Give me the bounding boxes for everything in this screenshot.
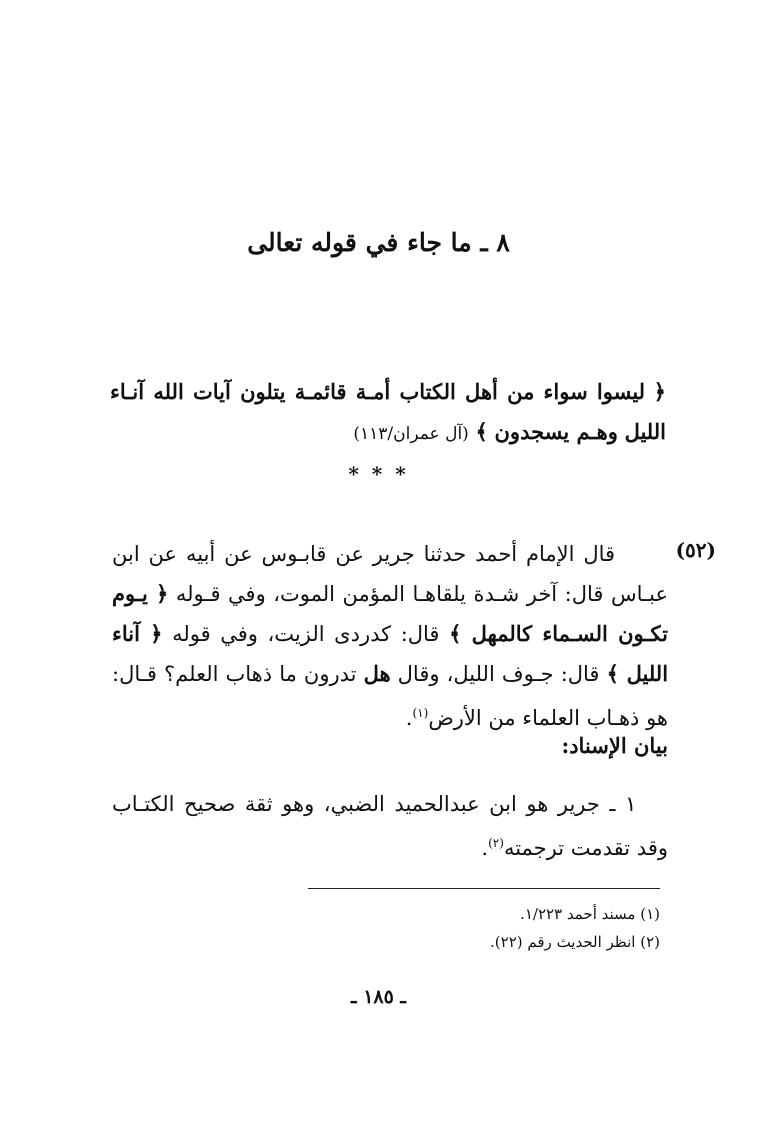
verse-close-bracket: ﴾ xyxy=(475,419,488,444)
hadith-part1: قال الإمام أحمد حدثنا جرير عن قابـوس عن أبيه عن ابن عبـاس قال: آخر شـدة يلقاهـا المؤمن الموت، وفي قـوله xyxy=(112,542,668,606)
quran-verse xyxy=(110,372,666,454)
hadith-text xyxy=(112,535,668,738)
isnad-body: ١ ـ جرير هو ابن عبدالحميد الضبي، وهو ثقة صحيح الكتـاب وقد تقدمت ترجمته xyxy=(112,792,668,860)
footnote-item: (٢) انظر الحديث رقم (٢٢). xyxy=(490,933,660,951)
verse-text-line2: وهـم يسجدون xyxy=(494,419,618,444)
footnote-item: (١) مسند أحمد ١/٢٢٣. xyxy=(520,905,660,923)
verse-text-line1: ليسوا سواء من أهل الكتاب أمـة قائمـة يتلون آيات الله آنـاء الليل xyxy=(110,379,666,444)
page-number: ـ ١٨٥ ـ xyxy=(351,986,406,1008)
isnad-end: . xyxy=(481,836,489,860)
verse-reference: (آل عمران/١١٣) xyxy=(353,424,469,444)
isnad-heading: بيان الإسناد: xyxy=(561,733,668,758)
hadith-part4: تدرون ما ذهاب العلم؟ قـال: هو ذهـاب العلماء من الأرض xyxy=(112,662,668,730)
hadith-quote1: ﴿ يـوم تكـون السـماء كالمهل ﴾ xyxy=(112,581,668,646)
footnote-divider xyxy=(308,888,660,889)
hadith-number: (٥٢) xyxy=(675,538,716,562)
hadith-end: . xyxy=(405,706,413,730)
chapter-title: ٨ ـ ما جاء في قوله تعالى xyxy=(247,228,510,257)
hadith-bold-word: هل xyxy=(363,661,391,686)
hadith-quote2: ﴿ آناء الليل ﴾ xyxy=(112,621,669,686)
footnote-ref-1[interactable]: (١) xyxy=(412,706,429,720)
section-separator: * * * xyxy=(348,462,409,486)
hadith-part2: قال: كدردى الزيت، وفي قوله xyxy=(172,622,440,646)
isnad-text xyxy=(112,785,668,868)
footnotes xyxy=(308,900,660,956)
footnote-ref-2[interactable]: (٢) xyxy=(488,836,504,850)
verse-open-bracket: ﴿ xyxy=(653,379,666,404)
hadith-part3: قال: جـوف الليل، وقال xyxy=(397,662,600,686)
